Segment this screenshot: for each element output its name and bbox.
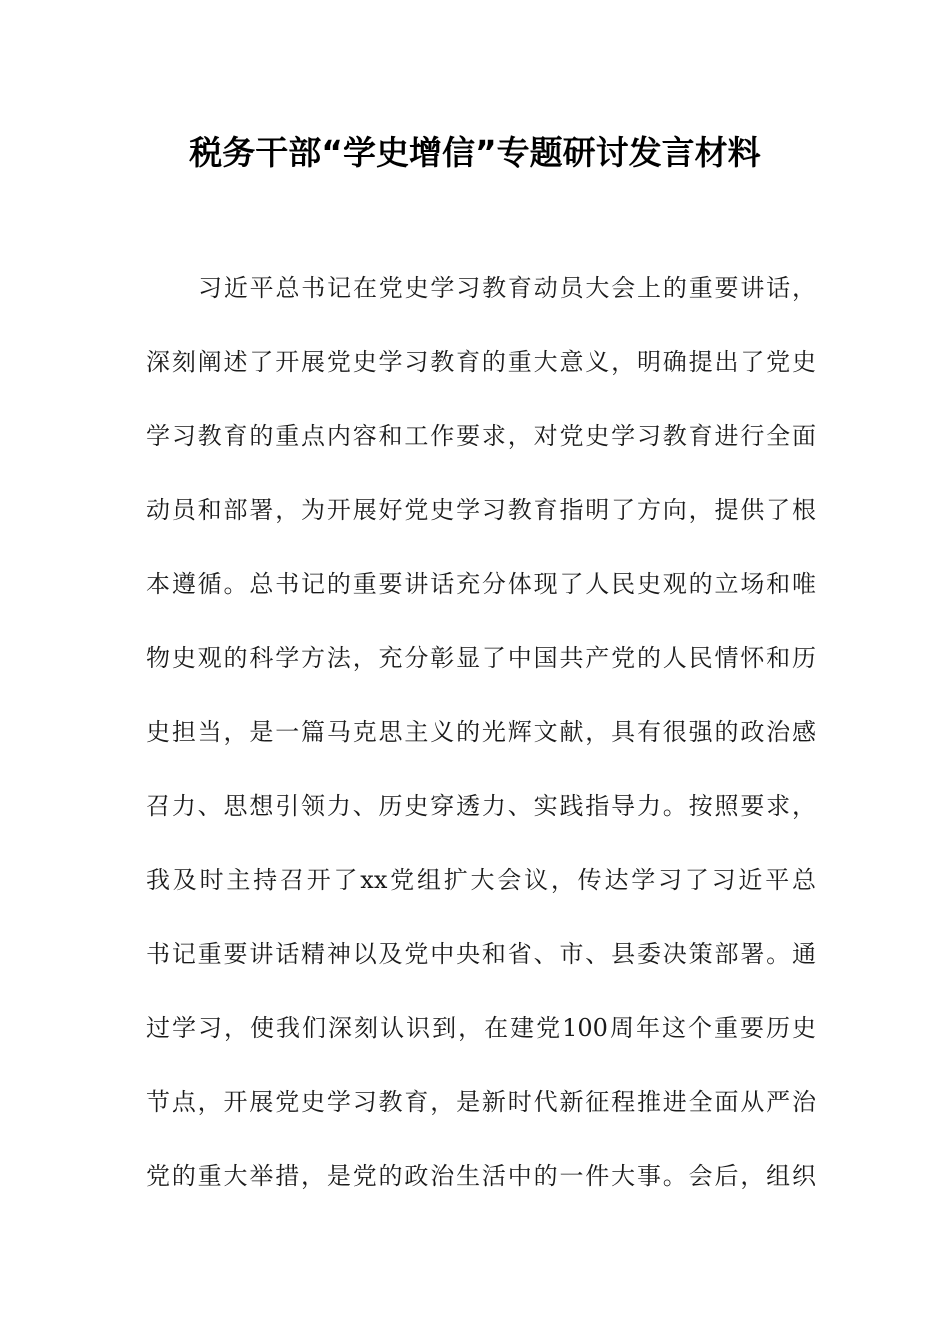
paragraph-line: 书记重要讲话精神以及党中央和省、市、县委决策部署。通 (146, 940, 816, 968)
paragraph-line: 史担当，是一篇马克思主义的光辉文献，具有很强的政治感 (146, 718, 816, 746)
paragraph-line: 深刻阐述了开展党史学习教育的重大意义，明确提出了党史 (146, 348, 816, 376)
paragraph-line: 习近平总书记在党史学习教育动员大会上的重要讲话， (198, 274, 816, 302)
document-title: 税务干部“学史增信”专题研讨发言材料 (189, 133, 761, 172)
paragraph-line: 动员和部署，为开展好党史学习教育指明了方向，提供了根 (146, 496, 816, 524)
paragraph-line: 学习教育的重点内容和工作要求，对党史学习教育进行全面 (146, 422, 816, 450)
paragraph-line: 过学习，使我们深刻认识到，在建党100周年这个重要历史 (146, 1014, 816, 1042)
paragraph-line: 党的重大举措，是党的政治生活中的一件大事。会后，组织 (146, 1162, 816, 1190)
document-body (146, 251, 816, 1213)
paragraph-line: 物史观的科学方法，充分彰显了中国共产党的人民情怀和历 (146, 644, 816, 672)
paragraph-line: 召力、思想引领力、历史穿透力、实践指导力。按照要求， (146, 792, 816, 820)
paragraph-line: 本遵循。总书记的重要讲话充分体现了人民史观的立场和唯 (146, 570, 816, 598)
paragraph-line: 我及时主持召开了xx党组扩大会议，传达学习了习近平总 (146, 866, 816, 894)
paragraph-line: 节点，开展党史学习教育，是新时代新征程推进全面从严治 (146, 1088, 816, 1116)
